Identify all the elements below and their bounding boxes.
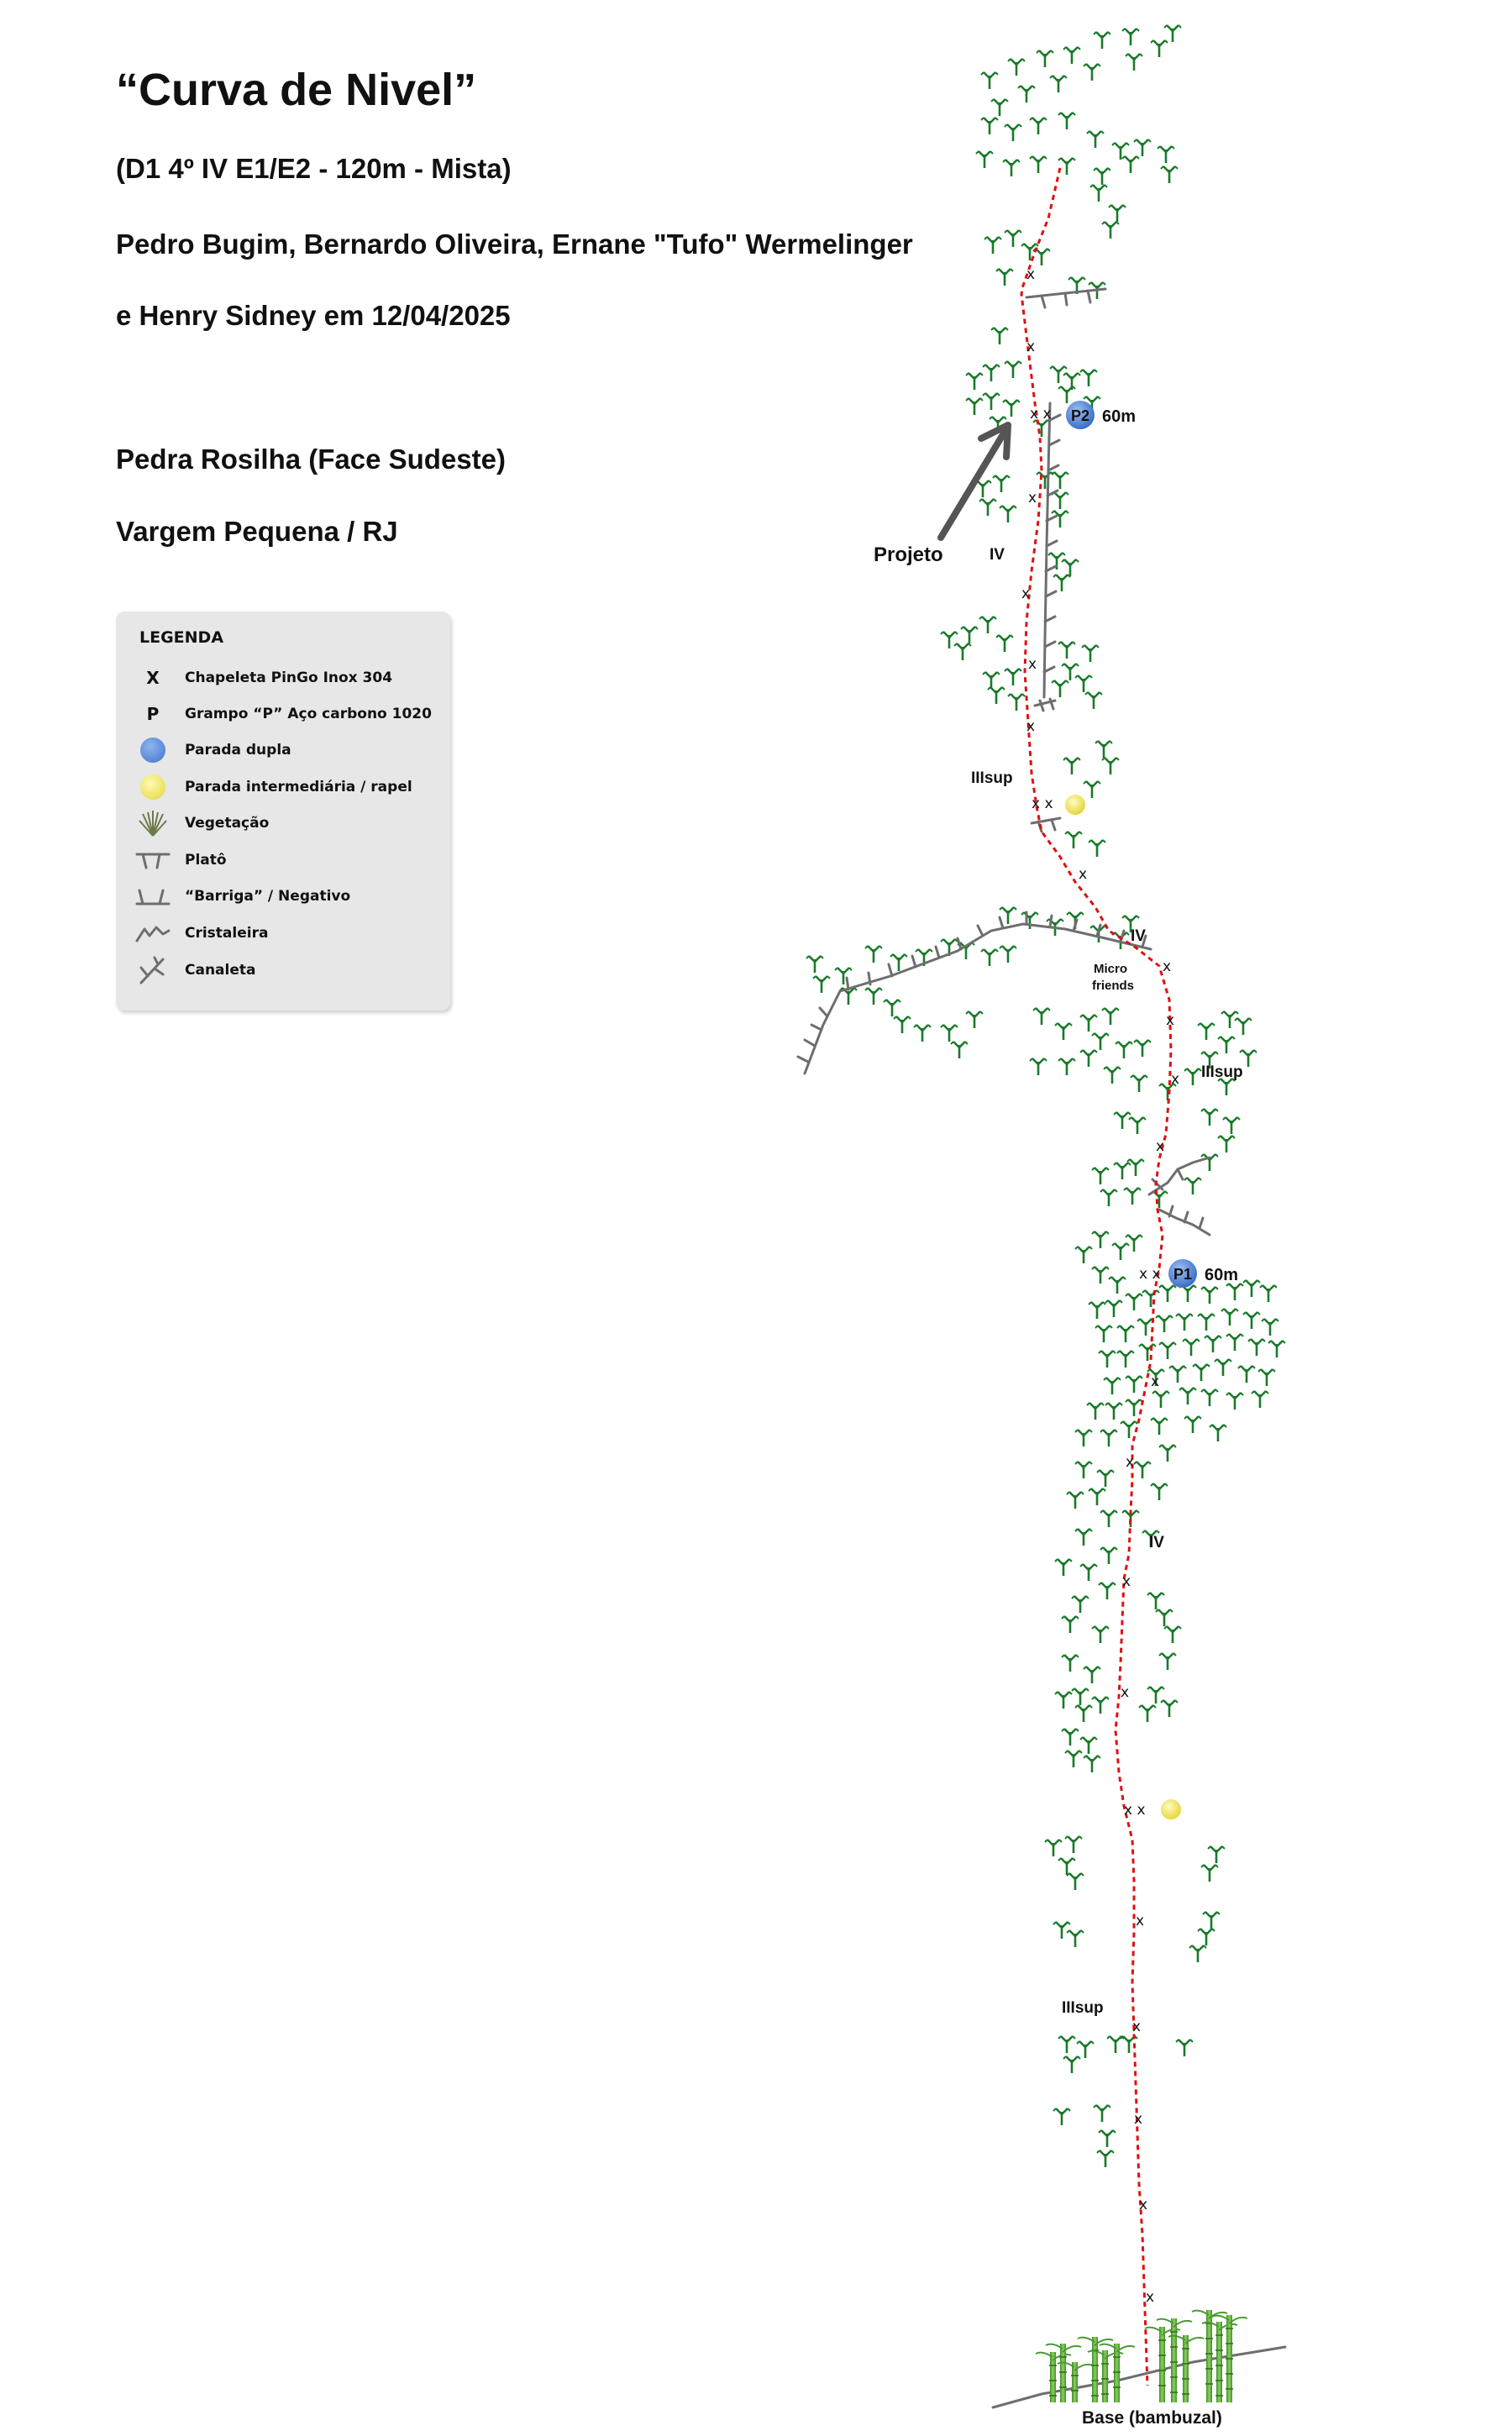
legend-label: Cristaleira xyxy=(185,925,269,942)
vegetation-icon xyxy=(976,151,993,168)
vegetation-icon xyxy=(961,627,978,643)
vegetation-icon xyxy=(1087,1403,1104,1420)
bamboo-stalk xyxy=(1171,2318,1177,2402)
vegetation-icon xyxy=(1097,2150,1114,2167)
vegetation-icon xyxy=(1238,1366,1255,1383)
bolt-x: x xyxy=(1151,1373,1160,1390)
vegetation-icon xyxy=(1058,113,1075,129)
legend-label: Parada intermediária / rapel xyxy=(185,779,412,795)
vegetation-icon xyxy=(1055,1692,1072,1709)
belay-p1 xyxy=(1168,1259,1238,1288)
bolt-x: x xyxy=(1126,1454,1135,1471)
vegetation-icon xyxy=(1139,1344,1156,1361)
vegetation-icon xyxy=(1122,156,1139,173)
bolt-x: x xyxy=(1132,2019,1142,2035)
vegetation-icon xyxy=(890,954,907,971)
vegetation-icon xyxy=(1090,185,1107,202)
vegetation-icon xyxy=(966,398,983,415)
vegetation-icon xyxy=(1184,1068,1201,1085)
vegetation-icon xyxy=(894,1016,911,1033)
bolt-x: x xyxy=(1079,866,1088,883)
vegetation-icon xyxy=(1159,1445,1176,1462)
bolt-x: x xyxy=(1163,958,1172,975)
bamboo-stalk xyxy=(1092,2337,1098,2402)
vegetation-icon xyxy=(1099,1351,1116,1368)
vegetation-icon xyxy=(1097,1470,1114,1487)
vegetation-icon xyxy=(1126,54,1142,71)
vegetation-icon xyxy=(1102,758,1119,774)
vegetation-icon xyxy=(1065,832,1082,848)
base-label: Base (bambuzal) xyxy=(1082,2408,1222,2428)
intermediate-belay-upper xyxy=(1065,795,1085,815)
vegetation-icon xyxy=(1215,1359,1231,1376)
vegetation-icon xyxy=(993,475,1010,492)
vegetation-icon xyxy=(1005,669,1021,685)
vegetation-icon xyxy=(1052,492,1068,509)
bolt-x: x xyxy=(1028,490,1037,507)
bolt-x: x xyxy=(1166,1012,1175,1029)
vegetation-icon xyxy=(1062,1655,1079,1672)
vegetation-icon xyxy=(1080,1737,1097,1754)
vegetation-icon xyxy=(1126,1235,1142,1252)
vegetation-icon xyxy=(1159,1342,1176,1359)
vegetation-icon xyxy=(1033,1008,1050,1025)
vegetation-icon xyxy=(1114,1163,1131,1179)
vegetation-icon xyxy=(1075,1247,1092,1263)
vegetation-icon xyxy=(1226,1393,1243,1410)
vegetation-icon xyxy=(1208,1846,1225,1863)
vegetation-icon xyxy=(1084,1756,1100,1772)
vegetation-icon xyxy=(1102,1008,1119,1025)
vegetation-icon xyxy=(1223,1117,1240,1134)
vegetation-icon xyxy=(1075,675,1092,692)
vegetation-icon xyxy=(1095,741,1112,758)
vegetation-icon xyxy=(1205,1336,1221,1352)
vegetation-icon xyxy=(1050,76,1067,92)
vegetation-icon xyxy=(1087,131,1104,148)
vegetation-icon xyxy=(1075,1529,1092,1546)
vegetation-icon xyxy=(1252,1391,1268,1408)
bolt-x: x xyxy=(1026,266,1036,283)
belay-p2 xyxy=(1066,401,1136,429)
vegetation-icon xyxy=(1126,1294,1142,1310)
vegetation-icon xyxy=(1198,1023,1215,1040)
overhang-crack xyxy=(1044,403,1050,697)
vegetation-icon xyxy=(1067,1873,1084,1890)
vegetation-icon xyxy=(983,393,1000,410)
legend-label: Grampo “P” Aço carbono 1020 xyxy=(185,706,432,722)
vegetation-icon xyxy=(1158,146,1174,163)
vegetation-icon xyxy=(1104,1378,1121,1394)
bolt-x: x xyxy=(1122,1573,1131,1590)
vegetation-icon xyxy=(1092,1626,1109,1643)
vegetation-icon xyxy=(1164,25,1181,42)
vegetation-icon xyxy=(1067,1492,1084,1509)
vegetation-icon xyxy=(1139,1705,1156,1722)
vegetation-icon xyxy=(1184,1416,1201,1433)
vegetation-icon xyxy=(981,118,998,134)
vegetation-icon xyxy=(1131,1075,1147,1092)
vegetation-icon xyxy=(1201,1287,1218,1304)
vegetation-icon xyxy=(835,968,852,984)
micro-friends-label-1: Micro xyxy=(1094,962,1128,976)
vegetation-icon xyxy=(951,1042,968,1058)
vegetation-icon xyxy=(1147,1593,1164,1609)
vegetation-icon xyxy=(1114,1112,1131,1129)
vegetation-icon xyxy=(1151,1418,1168,1435)
belay-p2-id: P2 xyxy=(1070,407,1090,424)
vegetation-icon xyxy=(1084,1667,1100,1683)
vegetation-icon xyxy=(1058,642,1075,659)
vegetation-icon xyxy=(1126,1376,1142,1393)
vegetation-icon xyxy=(1100,1189,1117,1206)
vegetation-icon xyxy=(979,499,996,516)
bolt-x: x xyxy=(1136,1913,1145,1929)
vegetation-icon xyxy=(1105,1403,1122,1420)
vegetation-icon xyxy=(1030,118,1047,134)
climbers-line-2: e Henry Sidney em 12/04/2025 xyxy=(116,300,511,331)
vegetation-icon xyxy=(1124,1188,1141,1205)
grade-label: IV xyxy=(990,546,1005,564)
bolt-pair: x x xyxy=(1139,1266,1161,1283)
vegetation-icon xyxy=(1005,230,1021,247)
vegetation-icon xyxy=(1260,1285,1277,1302)
bolt-x: x xyxy=(1028,656,1037,673)
vegetation-icon xyxy=(1152,1391,1169,1408)
vegetation-icon xyxy=(1080,1050,1097,1067)
vegetation-icon xyxy=(1008,59,1025,76)
vegetation-icon xyxy=(1052,680,1068,697)
vegetation-icon xyxy=(1092,1267,1109,1284)
route-grade: (D1 4º IV E1/E2 - 120m - Mista) xyxy=(116,153,512,184)
vegetation-icon xyxy=(1065,1751,1082,1767)
vegetation-icon xyxy=(1117,1351,1134,1368)
bamboo-stalk xyxy=(1216,2322,1222,2402)
vegetation-icon xyxy=(1053,2108,1070,2125)
vegetation-icon xyxy=(1262,1319,1278,1336)
ground-line xyxy=(993,2347,1285,2407)
vegetation-icon xyxy=(1094,2105,1110,2122)
vegetation-icon xyxy=(1080,1015,1097,1032)
vegetation-icon xyxy=(1102,222,1119,239)
vegetation-icon xyxy=(1127,1159,1144,1176)
vegetation-icon xyxy=(1053,1922,1070,1939)
vegetation-icon xyxy=(813,976,830,993)
vegetation-icon xyxy=(1077,2041,1094,2058)
vegetation-icon xyxy=(966,373,983,390)
vegetation-icon xyxy=(1183,1339,1200,1356)
vegetation-icon xyxy=(991,99,1008,116)
grade-label: IIIsup xyxy=(1201,1063,1243,1081)
vegetation-icon xyxy=(1062,1729,1079,1746)
vegetation-icon xyxy=(1129,1117,1146,1134)
vegetation-icon xyxy=(1000,506,1016,522)
grade-label: IV xyxy=(1149,1534,1164,1551)
vegetation-icon xyxy=(983,365,1000,381)
vegetation-icon xyxy=(1159,1653,1176,1670)
vegetation-icon xyxy=(941,1025,958,1042)
vegetation-icon xyxy=(1072,1688,1089,1705)
vegetation-icon xyxy=(1201,1109,1218,1126)
vegetation-icon xyxy=(1052,472,1068,489)
legend-label: Canaleta xyxy=(185,962,256,979)
vegetation-icon xyxy=(1116,1042,1132,1058)
vegetation-icon xyxy=(1063,47,1080,64)
vegetation-icon xyxy=(1094,32,1110,49)
bamboo-stalk xyxy=(1183,2335,1189,2402)
vegetation-icon xyxy=(1053,575,1070,591)
vegetation-icon xyxy=(1084,781,1100,798)
bamboo-stalk xyxy=(1159,2327,1165,2402)
vegetation-icon xyxy=(1221,1309,1238,1326)
vegetation-icon xyxy=(1218,1037,1235,1053)
vegetation-icon xyxy=(1109,205,1126,222)
vegetation-icon xyxy=(865,988,882,1005)
vegetation-icon xyxy=(1248,1339,1265,1356)
vegetation-icon xyxy=(1055,1559,1072,1576)
vegetation-icon xyxy=(1030,156,1047,173)
vegetation-icon xyxy=(1063,758,1080,774)
vegetation-icon xyxy=(1100,1510,1117,1527)
grade-label: IV xyxy=(1131,927,1146,945)
vegetation-icon xyxy=(1176,1314,1193,1331)
vegetation-icon xyxy=(1092,1231,1109,1248)
vegetation-icon xyxy=(1105,1300,1122,1317)
vegetation-icon xyxy=(1189,1945,1206,1962)
vegetation-icon xyxy=(806,956,823,973)
vegetation-icon xyxy=(1226,1284,1243,1300)
vegetation-icon xyxy=(1161,166,1178,183)
vegetation-icon xyxy=(1176,2040,1193,2056)
vegetation-icon xyxy=(1151,1191,1168,1208)
legend-label: Chapeleta PinGo Inox 304 xyxy=(185,669,393,686)
vegetation-icon xyxy=(1193,1364,1210,1381)
vegetation-icon xyxy=(1099,2130,1116,2147)
vegetation-icon xyxy=(1084,64,1100,81)
vegetation-icon xyxy=(1151,1483,1168,1500)
vegetation-icon xyxy=(1080,370,1097,386)
vegetation-icon xyxy=(1008,694,1025,711)
legend-label: Platô xyxy=(185,852,227,869)
bolt-pair: x x xyxy=(1030,406,1052,423)
vegetation-icon xyxy=(865,946,882,963)
vegetation-icon xyxy=(979,617,996,633)
vegetation-icon xyxy=(1058,158,1075,175)
vegetation-icon xyxy=(1085,692,1102,709)
vegetation-icon xyxy=(1095,1326,1112,1342)
bolt-x: x xyxy=(1171,1071,1180,1088)
vegetation-icon xyxy=(1075,1705,1092,1722)
vegetation-icon xyxy=(1151,40,1168,57)
bolt-x-icon: X xyxy=(146,668,160,688)
vegetation-icon xyxy=(1201,1865,1218,1882)
belay-p1-distance: 60m xyxy=(1205,1266,1239,1284)
grade-label: IIIsup xyxy=(1062,1999,1104,2017)
vegetation-icon xyxy=(1005,124,1021,141)
vegetation-icon xyxy=(1268,1341,1285,1357)
legend-label: Vegetação xyxy=(185,815,270,832)
climbers-line-1: Pedro Bugim, Bernardo Oliveira, Ernane "Tufo" Wermelinger xyxy=(116,228,913,260)
vegetation-icon xyxy=(1203,1912,1220,1929)
vegetation-icon xyxy=(1092,1697,1109,1714)
vegetation-icon xyxy=(1100,1430,1117,1446)
legend-title: LEGENDA xyxy=(139,628,224,647)
vegetation-icon xyxy=(984,237,1001,254)
vegetation-icon xyxy=(1179,1285,1196,1302)
gully-line xyxy=(805,924,1151,1074)
bolt-x: x xyxy=(1139,2197,1148,2213)
rock-name: Pedra Rosilha (Face Sudeste) xyxy=(116,444,506,475)
vegetation-icon xyxy=(1169,1366,1186,1383)
vegetation-icon xyxy=(1003,160,1020,176)
vegetation-icon xyxy=(981,949,998,966)
vegetation-icon xyxy=(1089,1302,1105,1319)
vegetation-icon xyxy=(1062,559,1079,576)
vegetation-icon xyxy=(1005,361,1021,378)
vegetation-icon xyxy=(884,1000,900,1016)
vegetation-icon xyxy=(1164,1626,1181,1643)
vegetation-icon xyxy=(1235,1018,1252,1035)
vegetation-icon xyxy=(1089,1488,1105,1505)
vegetation-icon xyxy=(1075,1462,1092,1478)
vegetation-icon xyxy=(1243,1312,1260,1329)
projeto-arrow xyxy=(941,425,1008,538)
vegetation-icon xyxy=(988,687,1005,704)
projeto-label: Projeto xyxy=(874,543,943,566)
vegetation-icon xyxy=(1142,1290,1159,1307)
vegetation-icon xyxy=(1109,1277,1126,1294)
grade-label: IIIsup xyxy=(971,769,1013,787)
vegetation-icon xyxy=(954,643,971,660)
vegetation-icon xyxy=(1122,29,1139,45)
vegetation-icon xyxy=(1099,1583,1116,1599)
vegetation-icon xyxy=(1045,1840,1062,1856)
vegetation-icon xyxy=(1037,50,1053,67)
bolt-x: x xyxy=(1026,718,1036,735)
vegetation-icon xyxy=(1075,1430,1092,1446)
vegetation-icon xyxy=(1198,1314,1215,1331)
vegetation-icon xyxy=(1210,1425,1226,1441)
vegetation-icon xyxy=(1161,1700,1178,1717)
bolt-x: x xyxy=(1026,339,1036,355)
vegetation-icon xyxy=(1082,645,1099,662)
vegetation-icon xyxy=(1092,1168,1109,1184)
vegetation-icon xyxy=(996,635,1013,652)
vegetation-icon xyxy=(1104,1067,1121,1084)
vegetation-icon xyxy=(1003,400,1020,417)
vegetation-icon xyxy=(1156,1315,1173,1332)
bolt-pair: x x xyxy=(1124,1802,1146,1819)
vegetation-icon xyxy=(981,72,998,89)
route-title: “Curva de Nivel” xyxy=(116,65,477,115)
vegetation-icon xyxy=(1092,1033,1109,1050)
vegetation-icon xyxy=(983,672,1000,689)
vegetation-icon xyxy=(1201,1389,1218,1406)
vegetation-icon xyxy=(1121,1421,1137,1438)
legend-label: “Barriga” / Negativo xyxy=(185,888,351,905)
vegetation-icon xyxy=(1037,472,1053,489)
vegetation-icon xyxy=(996,269,1013,286)
bolt-x: x xyxy=(1134,2111,1143,2128)
vegetation-icon xyxy=(1065,1836,1082,1853)
vegetation-icon xyxy=(1094,168,1110,185)
vegetation-icon xyxy=(1258,1369,1275,1386)
vegetation-icon xyxy=(1063,2056,1080,2073)
vegetation-icon xyxy=(1179,1388,1196,1404)
bolt-x: x xyxy=(1146,2289,1155,2306)
vegetation-icon xyxy=(966,1011,983,1028)
grampo-p-icon: P xyxy=(146,704,160,724)
vegetation-icon xyxy=(1055,1023,1072,1040)
vegetation-icon xyxy=(1033,420,1050,437)
bolt-x: x xyxy=(1156,1138,1165,1155)
bolt-pair: x x xyxy=(1032,795,1053,812)
vegetation-icon xyxy=(1184,1178,1201,1194)
vegetation-icon xyxy=(1058,1858,1075,1875)
vegetation-icon xyxy=(1226,1334,1243,1351)
vegetation-icon xyxy=(1134,139,1151,156)
vegetation-icon xyxy=(991,328,1008,344)
vegetation-icon xyxy=(1000,946,1016,963)
vegetation-icon xyxy=(1134,1462,1151,1478)
vegetation-icon xyxy=(1072,1596,1089,1613)
vegetation-group xyxy=(806,25,1285,2167)
vegetation-icon xyxy=(1030,1058,1047,1075)
location: Vargem Pequena / RJ xyxy=(116,516,398,547)
legend-label: Parada dupla xyxy=(185,742,291,759)
vegetation-icon xyxy=(1156,1609,1173,1626)
vegetation-icon xyxy=(914,1025,931,1042)
vegetation-icon xyxy=(1058,1058,1075,1075)
vegetation-icon xyxy=(1117,1326,1134,1342)
vegetation-icon xyxy=(1058,2036,1075,2053)
vegetation-icon xyxy=(1067,1930,1084,1947)
vegetation-icon xyxy=(1218,1136,1235,1152)
vegetation-icon xyxy=(1198,1929,1215,1945)
vegetation-icon xyxy=(1089,840,1105,857)
vegetation-icon xyxy=(1080,1564,1097,1581)
vegetation-icon xyxy=(1052,511,1068,528)
bolt-x: x xyxy=(1121,1684,1130,1701)
vegetation-icon xyxy=(1062,1616,1079,1633)
bolt-x: x xyxy=(1021,585,1031,602)
vegetation-icon xyxy=(1243,1280,1260,1297)
intermediate-belay-lower xyxy=(1161,1799,1181,1819)
micro-friends-label-2: friends xyxy=(1092,979,1135,993)
vegetation-icon xyxy=(1159,1285,1176,1302)
vegetation-icon xyxy=(1112,1243,1129,1260)
vegetation-icon xyxy=(1018,86,1035,102)
belay-p1-id: P1 xyxy=(1173,1266,1193,1283)
vegetation-icon xyxy=(1218,1079,1235,1095)
vegetation-icon xyxy=(1134,1040,1151,1057)
belay-p2-distance: 60m xyxy=(1102,407,1137,426)
vegetation-icon xyxy=(1100,1547,1117,1564)
